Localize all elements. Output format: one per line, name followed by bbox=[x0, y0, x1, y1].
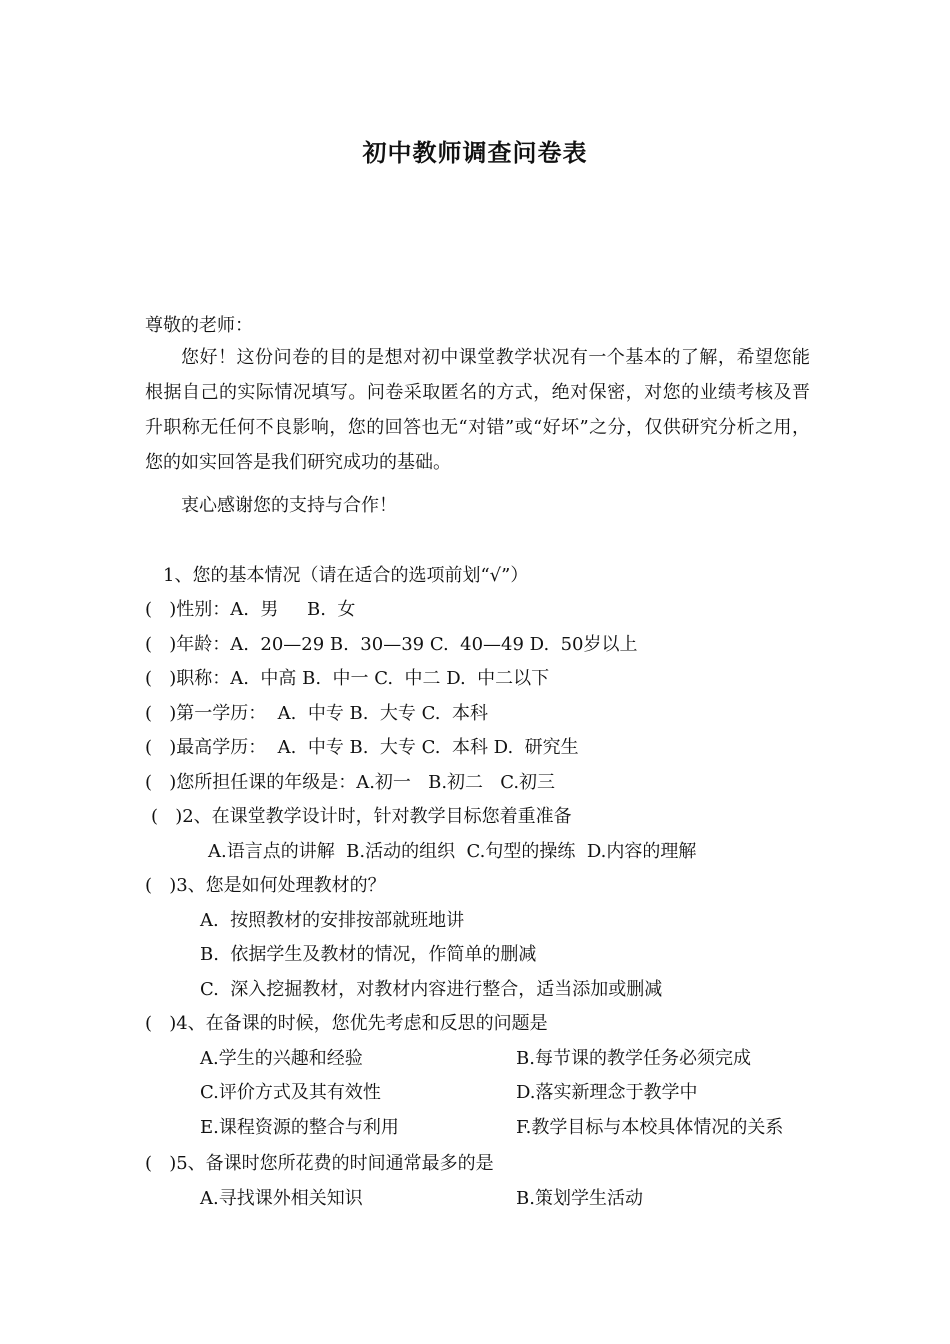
q5-option-b: B.策划学生活动 bbox=[516, 1188, 643, 1209]
q3-option-a: A. 按照教材的安排按部就班地讲 bbox=[200, 910, 465, 931]
q2-stem: ( )2、在课堂教学设计时，针对教学目标您着重准备 bbox=[151, 806, 572, 827]
thanks-line: 衷心感谢您的支持与合作！ bbox=[181, 495, 397, 516]
q1-age: ( )年龄：A. 20—29 B. 30—39 C. 40—49 D. 50岁以上 bbox=[145, 634, 638, 655]
q1-heading: 1、您的基本情况（请在适合的选项前划“√”） bbox=[163, 565, 529, 586]
q4-option-c: C.评价方式及其有效性 bbox=[200, 1082, 381, 1103]
q3-option-b: B. 依据学生及教材的情况，作简单的删减 bbox=[200, 944, 537, 965]
q1-first-degree: ( )第一学历： A. 中专 B. 大专 C. 本科 bbox=[145, 703, 488, 724]
q4-option-b: B.每节课的教学任务必须完成 bbox=[516, 1048, 751, 1069]
q2-options: A.语言点的讲解 B.活动的组织 C.句型的操练 D.内容的理解 bbox=[208, 841, 697, 862]
greeting: 尊敬的老师： bbox=[145, 315, 253, 336]
page-title: 初中教师调查问卷表 bbox=[362, 138, 588, 167]
q1-highest-degree: ( )最高学历： A. 中专 B. 大专 C. 本科 D. 研究生 bbox=[145, 737, 579, 758]
q4-option-a: A.学生的兴趣和经验 bbox=[200, 1048, 363, 1069]
q1-title-rank: ( )职称：A. 中高 B. 中一 C. 中二 D. 中二以下 bbox=[145, 668, 550, 689]
q3-option-c: C. 深入挖掘教材，对教材内容进行整合，适当添加或删减 bbox=[200, 979, 663, 1000]
q4-stem: ( )4、在备课的时候，您优先考虑和反思的问题是 bbox=[145, 1013, 548, 1034]
q1-grade: ( )您所担任课的年级是：A.初一 B.初二 C.初三 bbox=[145, 772, 556, 793]
q1-gender: ( )性别：A. 男 B. 女 bbox=[145, 599, 356, 620]
q4-option-d: D.落实新理念于教学中 bbox=[516, 1082, 698, 1103]
q4-option-f: F.教学目标与本校具体情况的关系 bbox=[516, 1117, 784, 1138]
q5-option-a: A.寻找课外相关知识 bbox=[200, 1188, 363, 1209]
q3-stem: ( )3、您是如何处理教材的？ bbox=[145, 875, 386, 896]
q4-option-e: E.课程资源的整合与利用 bbox=[200, 1117, 399, 1138]
intro-paragraph: 您好！这份问卷的目的是想对初中课堂教学状况有一个基本的了解，希望您能根据自己的实际情况填写。问卷采取匿名的方式，绝对保密，对您的业绩考核及晋升职称无任何不良影响，您的回答也无“对错”或“好坏”之分，仅供研究分析之用，您的如实回答是我们研究成功的基础。 bbox=[145, 347, 810, 473]
q5-stem: ( )5、备课时您所花费的时间通常最多的是 bbox=[145, 1153, 494, 1174]
